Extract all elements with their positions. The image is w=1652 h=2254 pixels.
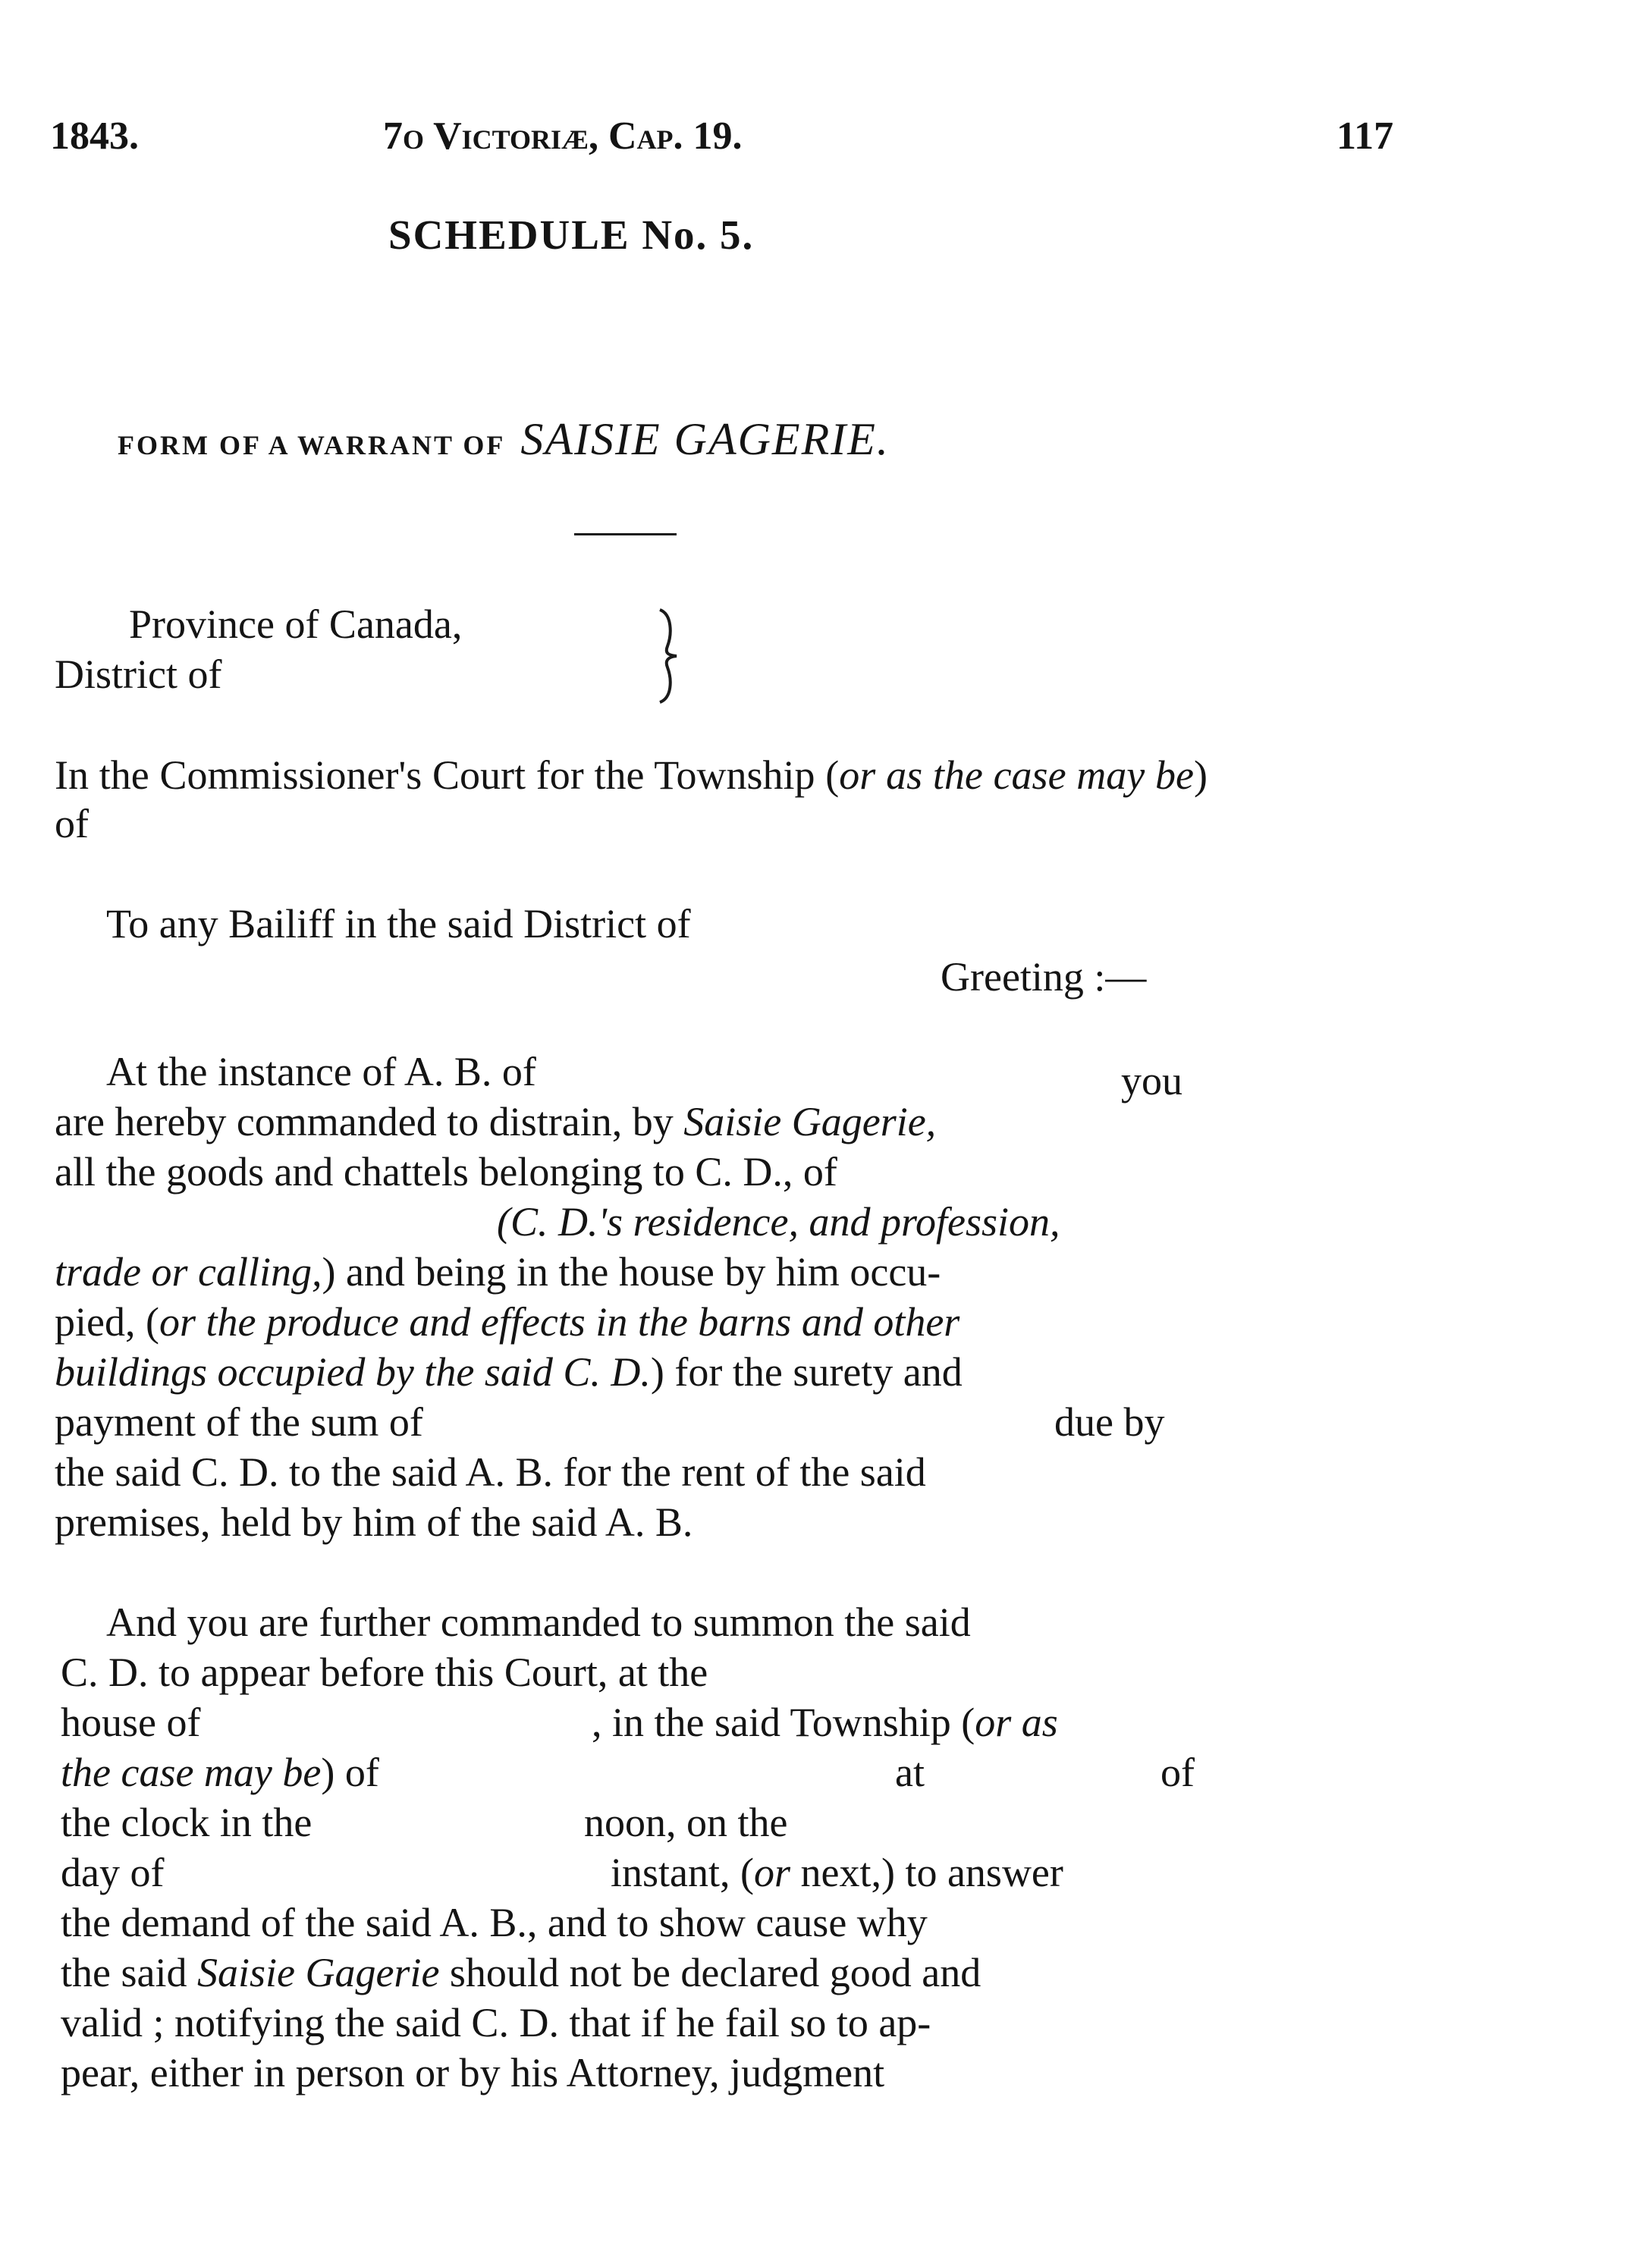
- p2-line-6a: day of: [61, 1850, 165, 1895]
- p2-line-3b: , in the said Township (or as: [592, 1700, 1058, 1745]
- p1-line-1b: you: [1121, 1058, 1182, 1103]
- p1-line-6: pied, (or the produce and effects in the barns and other: [55, 1299, 960, 1345]
- venue-district: District of: [55, 651, 222, 697]
- schedule-title: SCHEDULE No. 5.: [388, 212, 755, 258]
- p2-line-1: And you are further commanded to summon the said: [106, 1599, 971, 1645]
- p1-line-4: (C. D.'s residence, and profession,: [497, 1199, 1060, 1245]
- header-title: 7o Victoriæ, Cap. 19.: [383, 115, 743, 158]
- p1-line-1a: At the instance of A. B. of: [106, 1049, 536, 1094]
- p2-line-3a: house of: [61, 1700, 201, 1745]
- form-title-prefix: FORM OF A WARRANT OF: [118, 430, 506, 460]
- header-year: 1843.: [50, 115, 139, 158]
- p1-line-8a: payment of the sum of: [55, 1399, 423, 1445]
- p1-line-2: are hereby commanded to distrain, by Saisie Gagerie,: [55, 1099, 937, 1144]
- p2-line-10: pear, either in person or by his Attorney, judgment: [61, 2050, 885, 2095]
- address-greeting: Greeting :—: [941, 954, 1147, 1000]
- venue-province: Province of Canada,: [129, 601, 463, 647]
- p2-line-6b: instant, (or next,) to answer: [611, 1850, 1063, 1895]
- p1-line-10: premises, held by him of the said A. B.: [55, 1499, 693, 1545]
- venue-brace: [654, 607, 684, 705]
- p1-line-9: the said C. D. to the said A. B. for the rent of the said: [55, 1449, 926, 1495]
- form-title: [118, 413, 890, 466]
- header-page-number: 117: [1336, 115, 1394, 158]
- address-to: To any Bailiff in the said District of: [106, 901, 691, 946]
- p2-line-4c: at: [895, 1750, 925, 1795]
- p2-line-4d: of: [1160, 1750, 1195, 1795]
- p2-line-9: valid ; notifying the said C. D. that if he fail so to ap-: [61, 2000, 931, 2045]
- p1-line-8b: due by: [1054, 1399, 1165, 1445]
- p1-line-5: trade or calling,) and being in the house by him occu-: [55, 1249, 941, 1295]
- p2-line-8: the said Saisie Gagerie should not be declared good and: [61, 1950, 981, 1995]
- form-title-emphasis: SAISIE GAGERIE.: [520, 414, 890, 464]
- p1-line-3: all the goods and chattels belonging to C. D., of: [55, 1149, 837, 1194]
- p2-line-5b: noon, on the: [584, 1800, 788, 1845]
- court-line: In the Commissioner's Court for the Township (or as the case may be) of: [55, 752, 1208, 846]
- p2-line-2: C. D. to appear before this Court, at the: [61, 1650, 708, 1695]
- p1-line-7: buildings occupied by the said C. D.) for the surety and: [55, 1349, 963, 1395]
- p2-line-4a: the case may be) of: [61, 1750, 379, 1795]
- title-rule: [574, 533, 677, 535]
- p2-line-5a: the clock in the: [61, 1800, 312, 1845]
- p2-line-7: the demand of the said A. B., and to show cause why: [61, 1900, 928, 1945]
